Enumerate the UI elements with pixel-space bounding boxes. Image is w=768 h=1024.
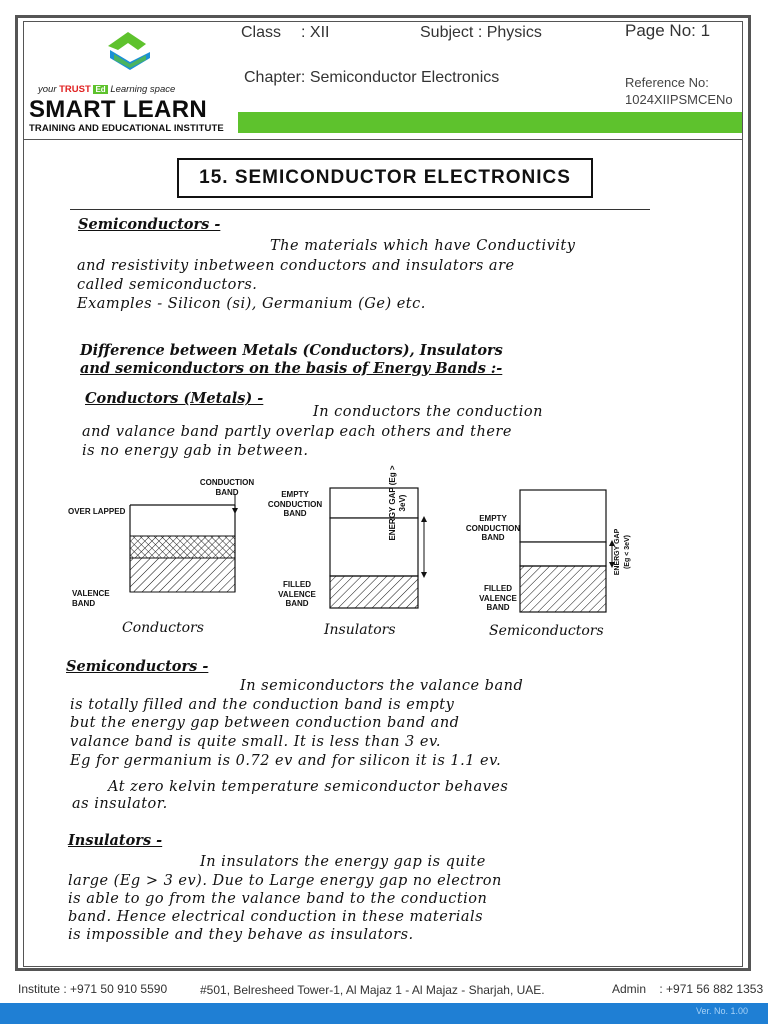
cond-line1: In conductors the conduction <box>313 404 543 420</box>
energy-band-diagram <box>60 470 640 645</box>
subject-label: Subject : Physics <box>420 24 542 41</box>
logo-name: SMART LEARN <box>29 96 207 123</box>
class-value: : XII <box>301 24 330 41</box>
sec1-line2: and resistivity inbetween conductors and insulators are <box>77 258 515 274</box>
class-label: Class <box>241 24 282 41</box>
semiconductors-heading-2: Semiconductors - <box>66 658 209 675</box>
chapter-label: Chapter: <box>244 69 306 86</box>
ins-line3: is able to go from the valance band to the conduction <box>68 891 488 907</box>
conductors-heading: Conductors (Metals) - <box>85 390 264 407</box>
conduction-band-label: CONDUCTION BAND <box>199 478 255 497</box>
semiconductor-band-diagram <box>520 490 615 612</box>
conductor-band-diagram <box>130 494 238 592</box>
insulator-gap-label: ENERGY GAP (Eg > 3eV) <box>388 465 407 541</box>
semi-line4: valance band is quite small. It is less than 3 ev. <box>70 734 442 750</box>
reference-label: Reference No: <box>625 75 709 90</box>
logo-tagline: your TRUST Ed Learning space <box>38 84 176 95</box>
chapter-title: 15. SEMICONDUCTOR ELECTRONICS <box>177 158 593 198</box>
sec1-line3: called semiconductors. <box>77 277 258 293</box>
insulator-band-diagram <box>330 488 427 608</box>
chapter-value: Semiconductor Electronics <box>309 69 500 86</box>
page-number: Page No: 1 <box>625 21 711 40</box>
header-green-bar <box>238 112 742 133</box>
insulators-caption: Insulators <box>324 622 396 638</box>
semiconductor-filled-label: FILLED VALENCE BAND <box>479 584 517 612</box>
footer-blue-bar <box>0 1003 768 1024</box>
ins-line1: In insulators the energy gap is quite <box>200 854 486 870</box>
admin-phone: Admin : +971 56 882 1353 <box>612 982 764 996</box>
logo-subtitle: TRAINING AND EDUCATIONAL INSTITUTE <box>29 123 224 134</box>
sec1-line1: The materials which have Conductivity <box>270 238 576 254</box>
semi-line3: but the energy gap between conduction band and <box>70 715 460 731</box>
cond-line2: and valance band partly overlap each others and there <box>82 424 512 440</box>
conductors-caption: Conductors <box>122 620 204 636</box>
semiconductor-empty-label: EMPTY CONDUCTION BAND <box>465 514 521 542</box>
institute-phone: Institute : +971 50 910 5590 <box>18 982 168 996</box>
difference-heading-1: Difference between Metals (Conductors), Insulators <box>80 342 503 359</box>
valence-band-label: VALENCE BAND <box>72 589 110 608</box>
address: #501, Belresheed Tower-1, Al Majaz 1 - Al Majaz - Sharjah, UAE. <box>200 983 545 997</box>
logo-icon <box>98 24 162 82</box>
semiconductors-heading: Semiconductors - <box>78 216 221 233</box>
difference-heading-2: and semiconductors on the basis of Energy Bands :- <box>80 360 503 377</box>
ins-line4: band. Hence electrical conduction in these materials <box>68 909 484 925</box>
ins-line2: large (Eg > 3 ev). Due to Large energy gap no electron <box>68 873 502 889</box>
sec1-line4: Examples - Silicon (si), Germanium (Ge) etc. <box>77 296 426 312</box>
overlapped-label: OVER LAPPED <box>68 507 126 516</box>
semi-line1: In semiconductors the valance band <box>240 678 524 694</box>
semi-line7: as insulator. <box>72 796 168 812</box>
insulator-empty-label: EMPTY CONDUCTION BAND <box>267 490 323 518</box>
insulators-heading: Insulators - <box>68 832 163 849</box>
header-divider <box>23 139 743 140</box>
title-rule <box>70 209 650 210</box>
ins-line5: is impossible and they behave as insulators. <box>68 927 414 943</box>
semi-line5: Eg for germanium is 0.72 ev and for silicon it is 1.1 ev. <box>70 753 502 769</box>
semi-line6: At zero kelvin temperature semiconductor behaves <box>108 779 509 795</box>
cond-line3: is no energy gab in between. <box>82 443 309 459</box>
version-label: Ver. No. 1.00 <box>695 1006 748 1016</box>
semiconductor-gap-label: ENERGY GAP (Eg < 3eV) <box>614 528 631 576</box>
insulator-filled-label: FILLED VALENCE BAND <box>278 580 316 608</box>
semiconductors-caption: Semiconductors <box>489 623 604 639</box>
semi-line2: is totally filled and the conduction band is empty <box>70 697 455 713</box>
reference-value: 1024XIIPSMCENo <box>625 92 733 107</box>
